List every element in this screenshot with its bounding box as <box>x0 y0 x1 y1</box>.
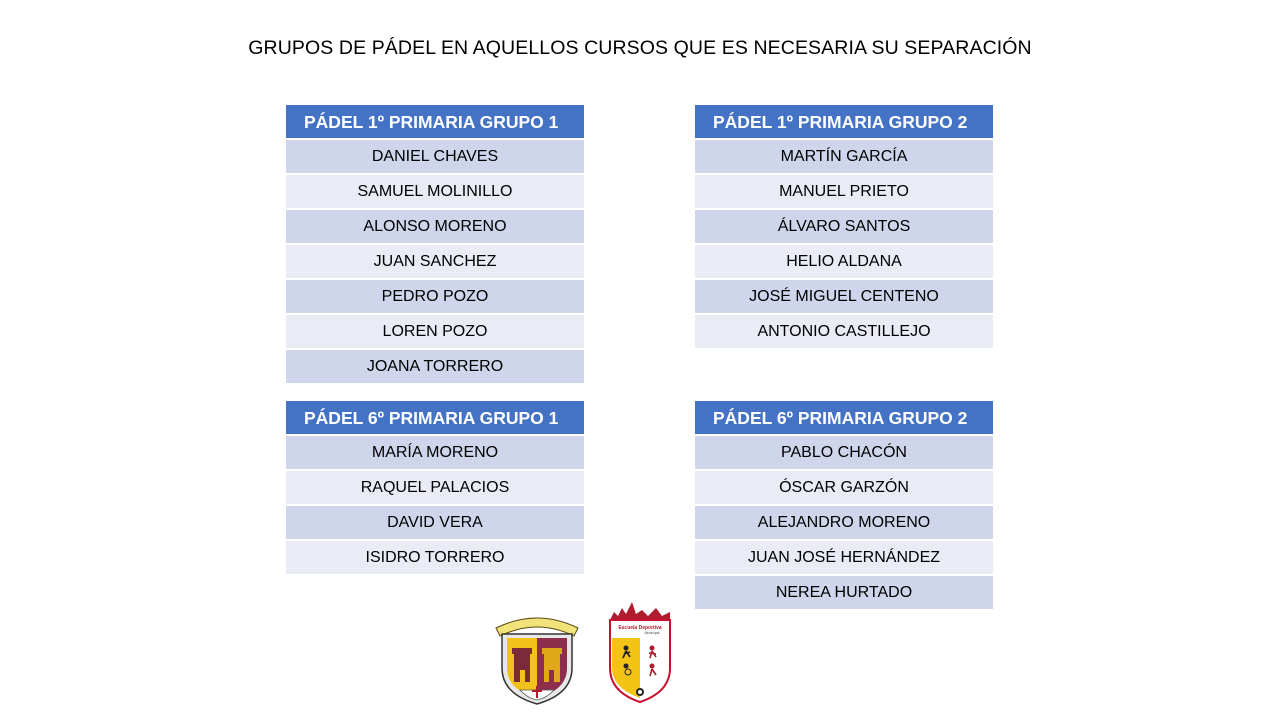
table-header: PÁDEL 6º PRIMARIA GRUPO 2 <box>695 401 993 436</box>
table-header: PÁDEL 1º PRIMARIA GRUPO 1 <box>286 105 584 140</box>
table-row: DAVID VERA <box>286 506 584 541</box>
group-table-1p-g2 <box>695 105 993 350</box>
table-row: HELIO ALDANA <box>695 245 993 280</box>
svg-text:Escuela Deportiva: Escuela Deportiva <box>618 625 662 631</box>
table-header: PÁDEL 6º PRIMARIA GRUPO 1 <box>286 401 584 436</box>
table-row: ÓSCAR GARZÓN <box>695 471 993 506</box>
table-row: ÁLVARO SANTOS <box>695 210 993 245</box>
table-row: SAMUEL MOLINILLO <box>286 175 584 210</box>
table-row: ANTONIO CASTILLEJO <box>695 315 993 350</box>
table-row: ISIDRO TORRERO <box>286 541 584 576</box>
table-row: ALONSO MORENO <box>286 210 584 245</box>
table-header: PÁDEL 1º PRIMARIA GRUPO 2 <box>695 105 993 140</box>
table-row: MANUEL PRIETO <box>695 175 993 210</box>
table-row: DANIEL CHAVES <box>286 140 584 175</box>
table-row: JOANA TORRERO <box>286 350 584 385</box>
table-row: JOSÉ MIGUEL CENTENO <box>695 280 993 315</box>
escuela-deportiva-badge-logo <box>606 600 674 704</box>
table-row: MARTÍN GARCÍA <box>695 140 993 175</box>
table-row: JUAN JOSÉ HERNÁNDEZ <box>695 541 993 576</box>
group-table-6p-g2 <box>695 401 993 611</box>
table-row: PEDRO POZO <box>286 280 584 315</box>
group-table-1p-g1 <box>286 105 584 385</box>
municipal-crest-logo <box>492 606 582 706</box>
table-row: LOREN POZO <box>286 315 584 350</box>
table-row: JUAN SANCHEZ <box>286 245 584 280</box>
svg-text:Municipal: Municipal <box>644 631 660 635</box>
table-row: NEREA HURTADO <box>695 576 993 611</box>
table-row: MARÍA MORENO <box>286 436 584 471</box>
page-title: GRUPOS DE PÁDEL EN AQUELLOS CURSOS QUE ES NECESARIA SU SEPARACIÓN <box>248 37 1032 59</box>
table-row: RAQUEL PALACIOS <box>286 471 584 506</box>
table-row: ALEJANDRO MORENO <box>695 506 993 541</box>
group-table-6p-g1 <box>286 401 584 576</box>
table-row: PABLO CHACÓN <box>695 436 993 471</box>
